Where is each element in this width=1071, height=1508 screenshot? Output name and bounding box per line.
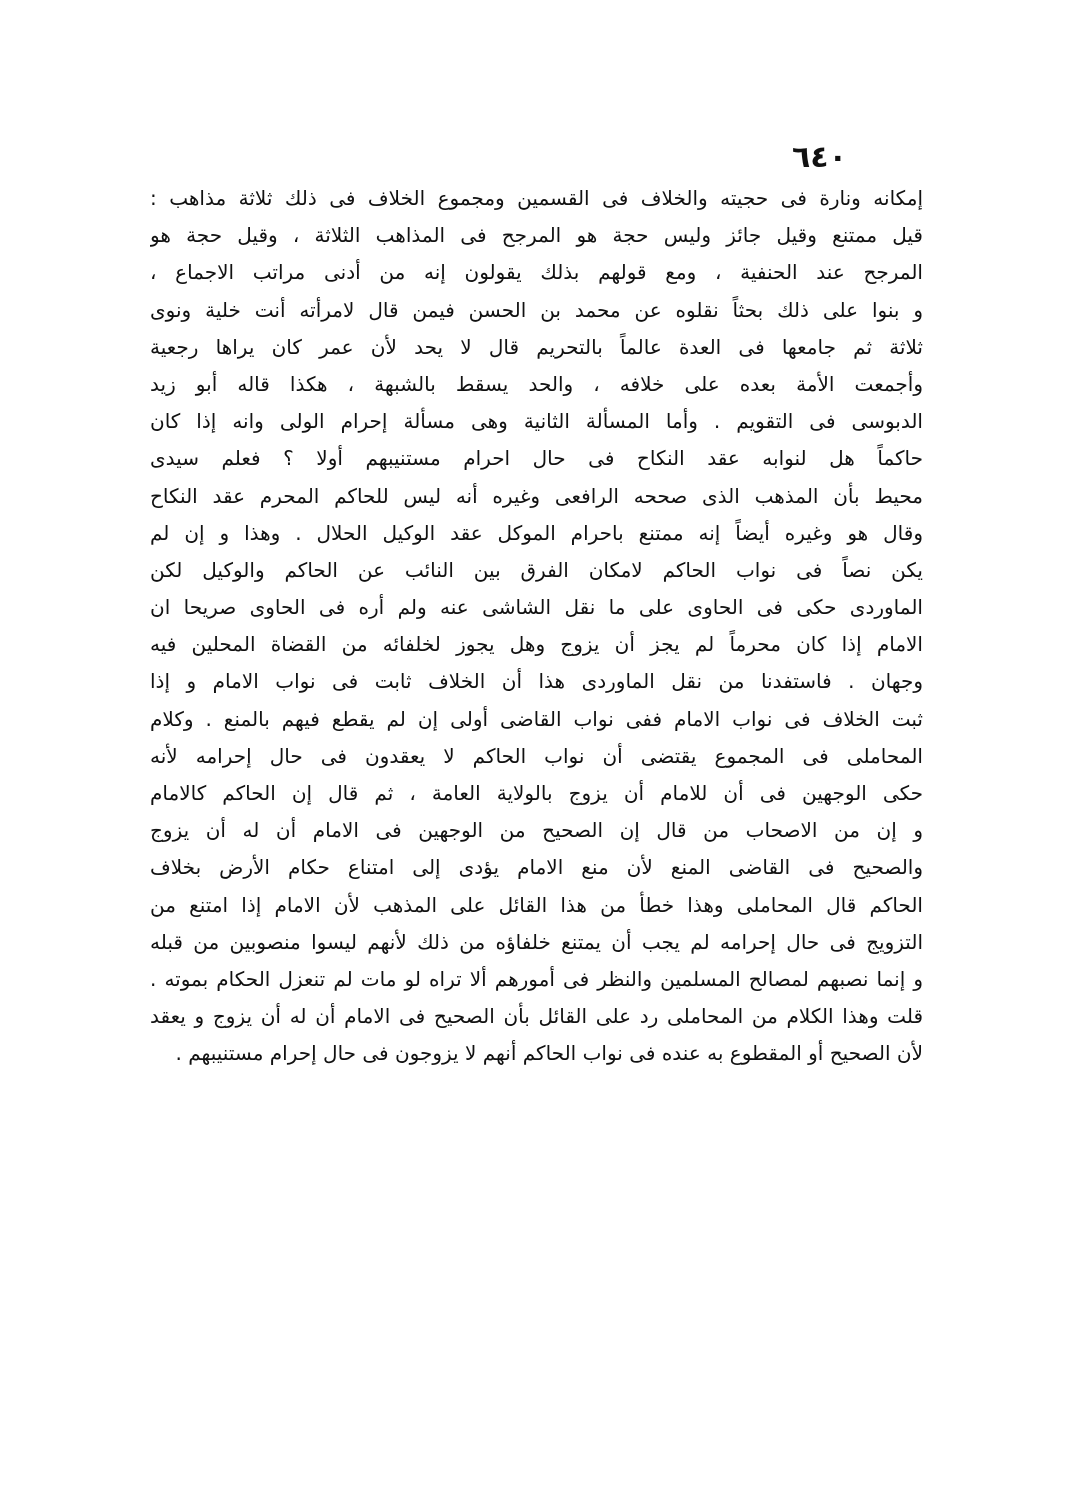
text-line: إمكانه ونارة فى حجيته والخلاف فى القسمين ومجموع الخلاف فى ذلك ثلاثة مذاهب : — [150, 186, 923, 210]
text-line: وأجمعت الأمة بعده على خلافه ، والحد يسقط بالشبهة ، هكذا قاله أبو زيد — [150, 371, 923, 396]
text-line: حاكماً هل لنوابه عقد النكاح فى حال احرام مستنيبهم أولا ؟ فعلم سيدى — [150, 446, 923, 471]
text-line: يكن نصاً فى نواب الحاكم لامكان الفرق بين النائب عن الحاكم والوكيل لكن — [150, 557, 923, 582]
text-line: حكى الوجهين فى أن للامام أن يزوج بالولاية العامة ، ثم قال إن الحاكم كالامام — [150, 781, 923, 805]
text-line: لأن الصحيح أو المقطوع به عنده فى نواب الحاكم أنهم لا يزوجون فى حال إحرام مستنيبهم . — [175, 1041, 923, 1066]
text-line: والصحيح فى القاضى المنع لأن منع الامام يؤدى إلى امتناع حكام الأرض بخلاف — [150, 855, 923, 880]
text-line: التزويج فى حال إحرامه لم يجب أن يمتنع خلفاؤه من ذلك لأنهم ليسوا منصوبين من قبله — [150, 929, 923, 954]
text-line: قلت وهذا الكلام من المحاملى رد على القائل بأن الصحيح فى الامام أن له أن يزوج و يعقد — [150, 1004, 923, 1029]
text-line: المرجح عند الحنفية ، ومع قولهم بذلك يقولون إنه من أدنى مراتب الاجماع ، — [150, 260, 923, 285]
text-line: قيل ممتنع وقيل جائز وليس حجة هو المرجح فى المذاهب الثلاثة ، وقيل حجة هو — [150, 223, 923, 248]
text-line: المحاملى فى المجموع يقتضى أن نواب الحاكم لا يعقدون فى حال إحرامه لأنه — [150, 743, 923, 768]
text-line: الدبوسى فى التقويم . وأما المسألة الثانية وهى مسألة إحرام الولى وانه إذا كان — [150, 409, 923, 434]
text-line: وقال هو وغيره أيضاً إنه ممتنع باحرام الموكل عقد الوكيل الحلال . وهذا و إن لم — [150, 520, 923, 545]
text-line: الماوردى حكى فى الحاوى على ما نقل الشاشى عنه ولم أره فى الحاوى صريحا ان — [150, 595, 923, 620]
text-line: ثبت الخلاف فى نواب الامام ففى نواب القاضى أولى إن لم يقطع فيهم بالمنع . وكلام — [150, 706, 923, 731]
page-number: ٦٤٠ — [792, 140, 847, 175]
text-line: وجهان . فاستفدنا من نقل الماوردى هذا أن الخلاف ثابت فى نواب الامام و إذا — [150, 669, 923, 694]
text-line: و بنوا على ذلك بحثاً نقلوه عن محمد بن الحسن فيمن قال لامرأته أنت خلية ونوى — [150, 297, 923, 322]
text-line: محيط بأن المذهب الذى صححه الرافعى وغيره أنه ليس للحاكم المحرم عقد النكاح — [150, 483, 923, 508]
text-line: الحاكم قال المحاملى وهذا خطأ من هذا القائل على المذهب لأن الامام إذا امتنع من — [150, 892, 923, 917]
text-line: الامام إذا كان محرماً لم يجز أن يزوج وهل يجوز لخلفائه من القضاة المحلين فيه — [150, 632, 923, 657]
text-line: ثلاثة ثم جامعها فى العدة عالماً بالتحريم قال لا يحد لأن عمر كان يراها رجعية — [150, 334, 923, 359]
text-line: و إن من الاصحاب من قال إن الصحيح من الوجهين فى الامام أن له أن يزوج — [150, 818, 923, 843]
body-text — [150, 180, 923, 1073]
text-line: و إنما نصبهم لمصالح المسلمين والنظر فى أمورهم ألا تراه لو مات لم تنعزل الحكام بموته . — [150, 966, 923, 991]
